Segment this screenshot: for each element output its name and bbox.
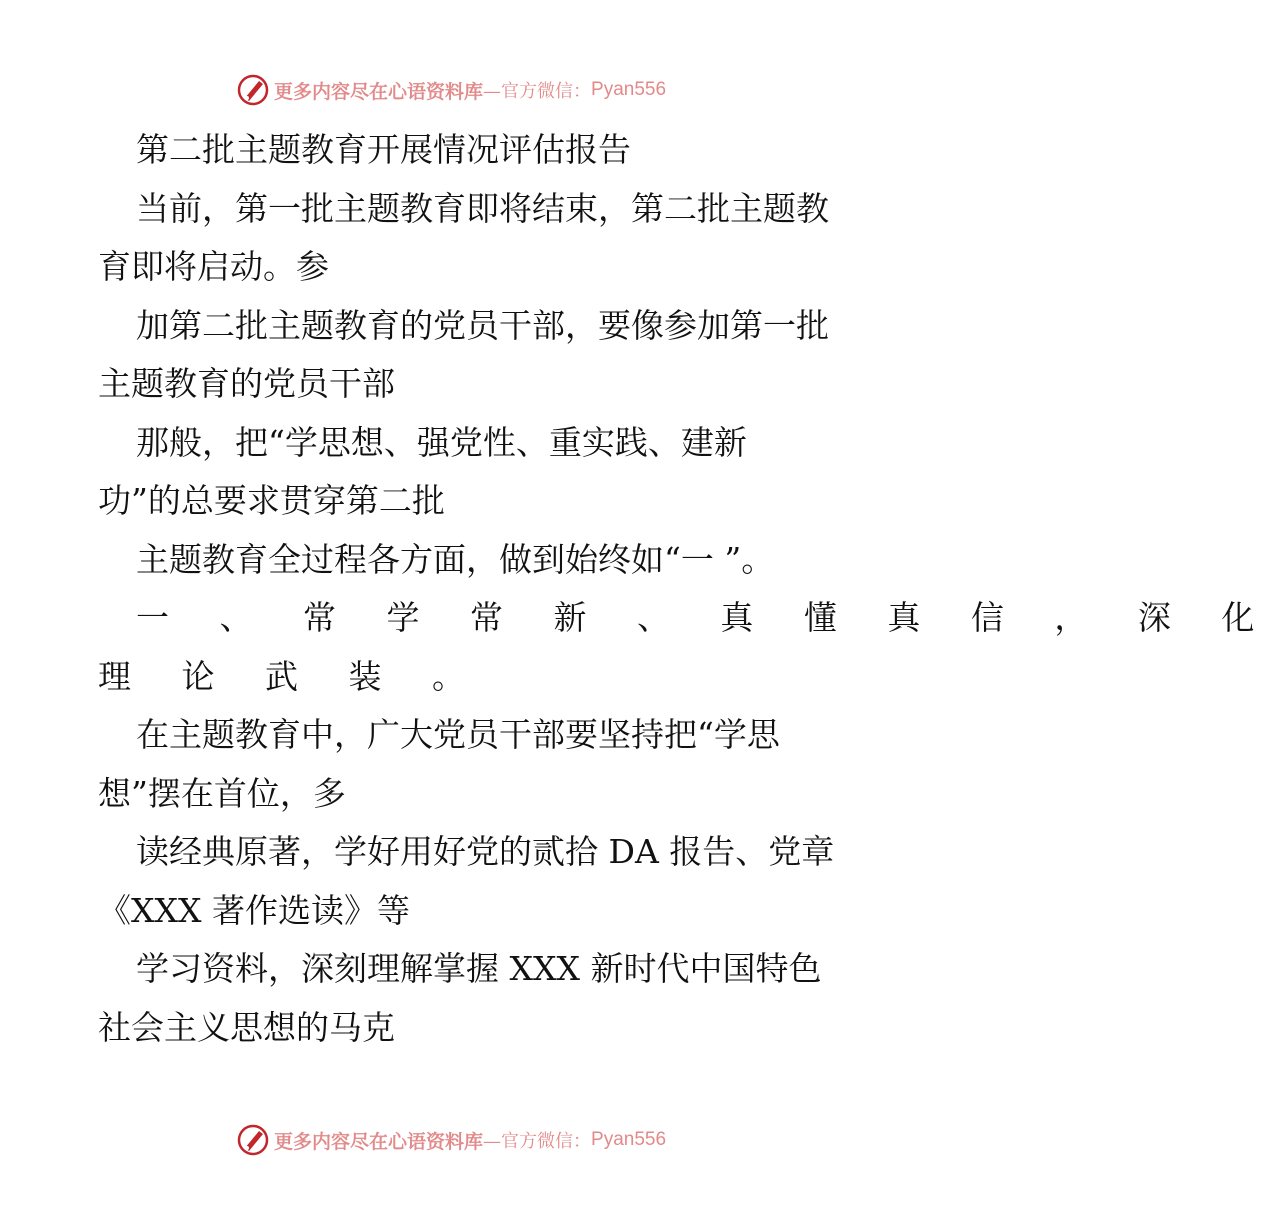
document-title: 第二批主题教育开展情况评估报告 bbox=[136, 130, 631, 169]
paragraph-line: 学习资料，深刻理解掌握 XXX 新时代中国特色 bbox=[136, 949, 822, 988]
watermark-main-text: 更多内容尽在心语资料库 bbox=[274, 1130, 484, 1153]
watermark-id-text: Pyan556 bbox=[591, 1129, 667, 1150]
section-heading: 一 、 常 学 常 新 、 真 懂 真 信 ， 深 化 bbox=[136, 598, 1274, 637]
document-body bbox=[98, 121, 1274, 1057]
watermark-sub-text: —官方微信： bbox=[483, 1131, 592, 1152]
header-watermark bbox=[236, 70, 756, 110]
paragraph-line: 育即将启动。参 bbox=[98, 247, 329, 286]
paragraph-line: 加第二批主题教育的党员干部，要像参加第一批 bbox=[136, 305, 829, 345]
paragraph-line: 主题教育的党员干部 bbox=[98, 364, 395, 403]
paragraph-line: 想”摆在首位，多 bbox=[98, 773, 346, 813]
paragraph-line: 当前，第一批主题教育即将结束，第二批主题教 bbox=[136, 188, 829, 228]
paragraph-line: 主题教育全过程各方面，做到始终如“一 ”。 bbox=[136, 539, 775, 579]
paragraph-line: 《XXX 著作选读》等 bbox=[98, 890, 410, 930]
watermark-main-text: 更多内容尽在心语资料库 bbox=[274, 80, 484, 103]
watermark-sub-text: —官方微信： bbox=[483, 81, 592, 102]
section-heading: 理 论 武 装 。 bbox=[98, 656, 485, 696]
paragraph-line: 社会主义思想的马克 bbox=[98, 1007, 395, 1047]
pen-logo-icon bbox=[236, 73, 270, 107]
paragraph-line: 功”的总要求贯穿第二批 bbox=[98, 481, 445, 520]
watermark-id-text: Pyan556 bbox=[591, 79, 667, 100]
paragraph-line: 在主题教育中，广大党员干部要坚持把“学思 bbox=[136, 715, 780, 754]
paragraph-line: 读经典原著，学好用好党的贰拾 DA 报告、党章 bbox=[136, 832, 835, 871]
footer-watermark bbox=[236, 1120, 756, 1160]
pen-logo-icon bbox=[236, 1123, 270, 1157]
paragraph-line: 那般，把“学思想、强党性、重实践、建新 bbox=[136, 422, 747, 462]
